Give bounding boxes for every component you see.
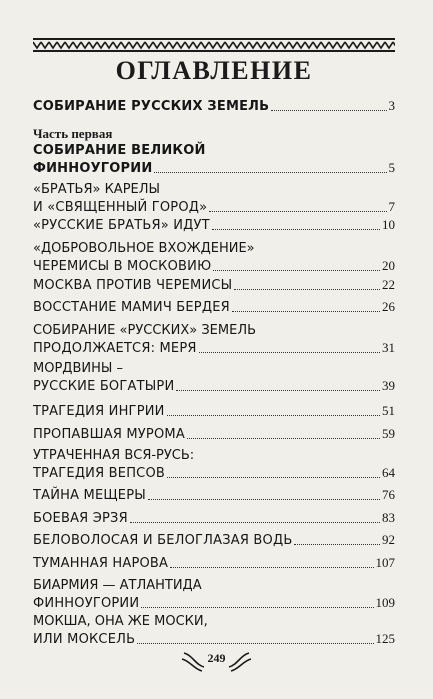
toc-entry[interactable] [33,216,395,234]
toc-entry[interactable] [33,447,395,482]
dot-leader [170,567,373,568]
toc-entry-title: ПРОДОЛЖАЕТСЯ: МЕРЯ [33,341,197,356]
toc-entry[interactable] [33,402,395,420]
toc-entry-title: ТАЙНА МЕЩЕРЫ [33,488,146,503]
toc-page-number: 39 [382,378,395,393]
toc-entry-title-line: «ДОБРОВОЛЬНОЕ ВХОЖДЕНИЕ» [33,241,255,256]
dot-leader [213,270,380,271]
toc-entry[interactable] [33,360,395,395]
toc-page-number: 22 [382,277,395,292]
dot-leader [130,522,380,523]
toc-page-number: 92 [382,532,395,547]
dot-leader [212,229,380,230]
toc-entry-title: БОЕВАЯ ЭРЗЯ [33,511,128,526]
dot-leader [137,643,373,644]
toc-entry[interactable] [33,425,395,443]
toc-entry-title: ТРАГЕДИЯ ИНГРИИ [33,404,165,419]
dot-leader [167,415,380,416]
toc-entry[interactable] [33,554,395,572]
toc-entry-title: И «СВЯЩЕННЫЙ ГОРОД» [33,200,208,215]
toc-page-number: 5 [388,160,395,175]
toc-entry-title-line: МОРДВИНЫ – [33,361,123,376]
toc-page-number: 109 [375,595,395,610]
header-ornament [33,38,395,52]
dot-leader [141,607,373,608]
toc-entry[interactable] [33,322,395,357]
toc-page-number: 51 [382,403,395,418]
toc-entry-title: ФИННОУГОРИИ [33,596,140,611]
toc-entry-title-line: СОБИРАНИЕ «РУССКИХ» ЗЕМЕЛЬ [33,323,257,338]
toc-entry-title: СОБИРАНИЕ РУССКИХ ЗЕМЕЛЬ [33,99,270,114]
toc-entry[interactable] [33,509,395,527]
toc-entry-title: ЧЕРЕМИСЫ В МОСКОВИЮ [33,259,212,274]
toc-entry[interactable] [33,486,395,504]
toc-page-number: 76 [382,487,395,502]
toc-entry-title: РУССКИЕ БОГАТЫРИ [33,379,175,394]
toc-entry-title-line: МОКША, ОНА ЖЕ МОСКИ, [33,614,208,629]
toc-entry[interactable] [33,240,395,275]
toc-page-number: 64 [382,465,395,480]
dot-leader [294,544,380,545]
page-number: 249 [207,651,226,665]
toc-page-number: 26 [382,299,395,314]
toc-page-number: 107 [375,555,395,570]
dot-leader [154,172,386,173]
toc-page-number: 59 [382,426,395,441]
page-title: ОГЛАВЛЕНИЕ [115,56,313,85]
toc-entry-title: ТРАГЕДИЯ ВЕПСОВ [33,466,165,481]
toc-entry-title: БЕЛОВОЛОСАЯ И БЕЛОГЛАЗАЯ ВОДЬ [33,533,293,548]
dot-leader [234,289,380,290]
toc-page-number: 10 [382,217,395,232]
toc-entry-title: ПРОПАВШАЯ МУРОМА [33,427,185,442]
toc-page-number: 83 [382,510,395,525]
dot-leader [187,438,380,439]
dot-leader [148,499,380,500]
toc-entry-title: ИЛИ МОКСЕЛЬ [33,632,136,647]
toc-page-number: 31 [382,340,395,355]
toc-page-number: 3 [388,98,395,113]
part-label: Часть первая [33,126,113,141]
toc-entry[interactable] [33,181,395,216]
dot-leader [271,110,386,111]
toc-entry[interactable] [33,142,395,177]
toc-entry-title-line: БИАРМИЯ — АТЛАНТИДА [33,578,202,593]
toc-entry-title-line: «БРАТЬЯ» КАРЕЛЫ [33,182,161,197]
toc-entry-title: ВОССТАНИЕ МАМИЧ БЕРДЕЯ [33,300,230,315]
toc-entry-title-line: УТРАЧЕННАЯ ВСЯ-РУСЬ: [33,448,195,463]
toc-page-number: 7 [388,199,395,214]
dot-leader [167,477,380,478]
toc-entry-title: ФИННОУГОРИИ [33,161,153,176]
dot-leader [232,311,380,312]
toc-entry[interactable] [33,298,395,316]
toc-entry[interactable] [33,97,395,115]
page-footer [0,645,433,675]
toc-entry-title: МОСКВА ПРОТИВ ЧЕРЕМИСЫ [33,278,233,293]
toc-entry-title: «РУССКИЕ БРАТЬЯ» ИДУТ [33,218,210,233]
toc-entry[interactable] [33,577,395,612]
toc-page-number: 125 [375,631,395,646]
dot-leader [176,390,380,391]
toc-entry[interactable] [33,276,395,294]
dot-leader [209,211,386,212]
toc-entry-title: ТУМАННАЯ НАРОВА [33,556,169,571]
dot-leader [199,352,380,353]
toc-page-number: 20 [382,258,395,273]
toc-entry-title-line: СОБИРАНИЕ ВЕЛИКОЙ [33,143,206,158]
toc-entry[interactable] [33,613,395,648]
toc-entry[interactable] [33,531,395,549]
